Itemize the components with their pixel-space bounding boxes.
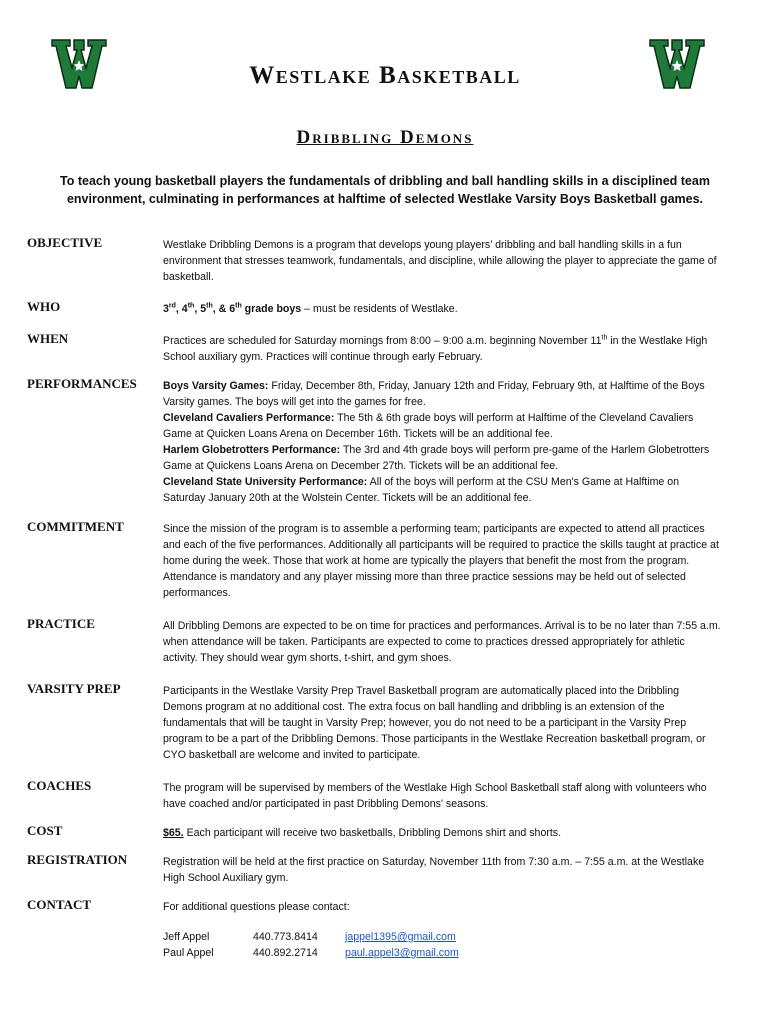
section-label: PERFORMANCES bbox=[27, 376, 137, 391]
contact-phone: 440.773.8414 bbox=[253, 931, 318, 943]
performance-title: Boys Varsity Games: bbox=[163, 380, 269, 392]
contact-list bbox=[163, 929, 721, 961]
performance-title: Harlem Globetrotters Performance: bbox=[163, 444, 341, 456]
grade-suffix: th bbox=[187, 302, 195, 310]
section-label: CONTACT bbox=[27, 897, 92, 912]
performance-item bbox=[163, 474, 721, 506]
section-label: REGISTRATION bbox=[27, 852, 128, 867]
section-text: Westlake Dribbling Demons is a program that develops young players’ dribbling and ball handling skills in a fun environment that stresses teamwork, fundamentals, and discipline, while allowing the player to appreciate the game of basketball. bbox=[163, 239, 717, 283]
contact-phone: 440.892.2714 bbox=[253, 947, 318, 959]
section-label: WHEN bbox=[27, 331, 69, 346]
contact-name: Paul Appel bbox=[163, 947, 214, 959]
grade-boys: grade boys bbox=[244, 303, 302, 315]
performance-text: The 5th & 6th grade boys will perform at Halftime of the Cleveland Cavaliers Game at Quicken Loans Arena on December 16th. Tickets will be an additional fee. bbox=[163, 412, 694, 440]
section-label: VARSITY PREP bbox=[27, 681, 121, 696]
performance-title: Cleveland State University Performance: bbox=[163, 476, 368, 488]
contact-name: Jeff Appel bbox=[163, 931, 210, 943]
section-text: Since the mission of the program is to assemble a performing team; participants are expected to attend all practices and each of the five performances. Additionally all participants will be required to practice the skills taught at practice at home during the week. Those that work at home are typically the players that benefit the most from the program. Attendance is mandatory and any player missing more than three practice sessions may be held out of selected performances. bbox=[163, 523, 719, 599]
section-text: All Dribbling Demons are expected to be on time for practices and performances. Arrival is to be no later than 7:55 a.m. when attendance will be taken. Participants are expected to come to practices dressed appropriately for athletic activity. They should wear gym shorts, t-shirt, and gym shoes. bbox=[163, 620, 721, 664]
grade-6: & 6 bbox=[218, 303, 236, 315]
section-label: OBJECTIVE bbox=[27, 235, 103, 250]
section-label: COMMITMENT bbox=[27, 519, 124, 534]
performance-item bbox=[163, 410, 721, 442]
section-label: WHO bbox=[27, 299, 61, 314]
section-text bbox=[163, 899, 721, 961]
section-label: PRACTICE bbox=[27, 616, 95, 631]
grade-4: 4 bbox=[181, 303, 188, 315]
grade-suffix: th bbox=[206, 302, 213, 310]
mission-statement: To teach young basketball players the fundamentals of dribbling and ball handling skills in a disciplined team environment, culminating in performances at halftime of selected Westlake Varsity Boys Basketball games. bbox=[60, 174, 710, 206]
cost-text: Each participant will receive two basketballs, Dribbling Demons shirt and shorts. bbox=[183, 827, 562, 839]
page-title: Westlake Basketball bbox=[249, 62, 521, 89]
when-text-b: in the Westlake High School auxiliary gym. Practices will continue through early February. bbox=[163, 335, 708, 363]
section-text bbox=[163, 825, 721, 841]
contact-intro: For additional questions please contact: bbox=[163, 901, 350, 913]
section-text: Registration will be held at the first practice on Saturday, November 11th from 7:30 a.m. – 7:55 a.m. at the Westlake High School Auxiliary gym. bbox=[163, 856, 705, 884]
date-suffix: th bbox=[601, 334, 608, 342]
section-label: COST bbox=[27, 823, 63, 838]
section-text bbox=[163, 333, 721, 365]
contact-email-link[interactable]: paul.appel3@gmail.com bbox=[345, 947, 459, 959]
grade-5: 5 bbox=[200, 303, 207, 315]
performance-text: Friday, December 8th, Friday, January 12th and Friday, February 9th, at Halftime of the Boys Varsity games. The boys will get into the games for free. bbox=[163, 380, 705, 408]
grade-suffix: rd bbox=[168, 302, 176, 310]
when-text-a: Practices are scheduled for Saturday mornings from 8:00 – 9:00 a.m. beginning November 11 bbox=[163, 335, 602, 347]
section-text: The program will be supervised by members of the Westlake High School Basketball staff along with volunteers who have coached and/or participated in past Dribbling Demons' seasons. bbox=[163, 782, 707, 810]
performance-title: Cleveland Cavaliers Performance: bbox=[163, 412, 335, 424]
performance-text: The 3rd and 4th grade boys will perform pre-game of the Harlem Globetrotters Game at Quickens Loans Arena on December 27th. Tickets will be an additional fee. bbox=[163, 444, 710, 472]
performance-text: All of the boys will perform at the CSU Men's Game at Halftime on Saturday January 20th at the Wolstein Center. Tickets will be an additional fee. bbox=[163, 476, 680, 504]
section-text: 3rd, 4th, 5th, & 6th grade boys – must be residents of Westlake. bbox=[163, 302, 458, 315]
grade-3: 3 bbox=[163, 303, 169, 315]
cost-price: $65. bbox=[163, 827, 184, 839]
performance-item bbox=[163, 442, 721, 474]
section-label: COACHES bbox=[27, 778, 92, 793]
grade-suffix: th bbox=[235, 302, 242, 310]
contact-email-link[interactable]: jappel1395@gmail.com bbox=[345, 931, 456, 943]
section-text: Participants in the Westlake Varsity Prep Travel Basketball program are automatically placed into the Dribbling Demons program at no additional cost. The extra focus on ball handling and dribbling is an extension of the fundamentals that will be taught in Varsity Prep; however, you do not need to be a participant in the Varsity Prep program to be a part of the Dribbling Demons. Those participants in the Westlake Recreation basketball program, or CYO basketball are welcome and invited to participate. bbox=[163, 685, 706, 761]
who-rest: – must be residents of Westlake. bbox=[304, 303, 458, 315]
section-text bbox=[163, 378, 721, 506]
performance-item bbox=[163, 378, 721, 410]
page-subtitle: Dribbling Demons bbox=[296, 127, 474, 148]
